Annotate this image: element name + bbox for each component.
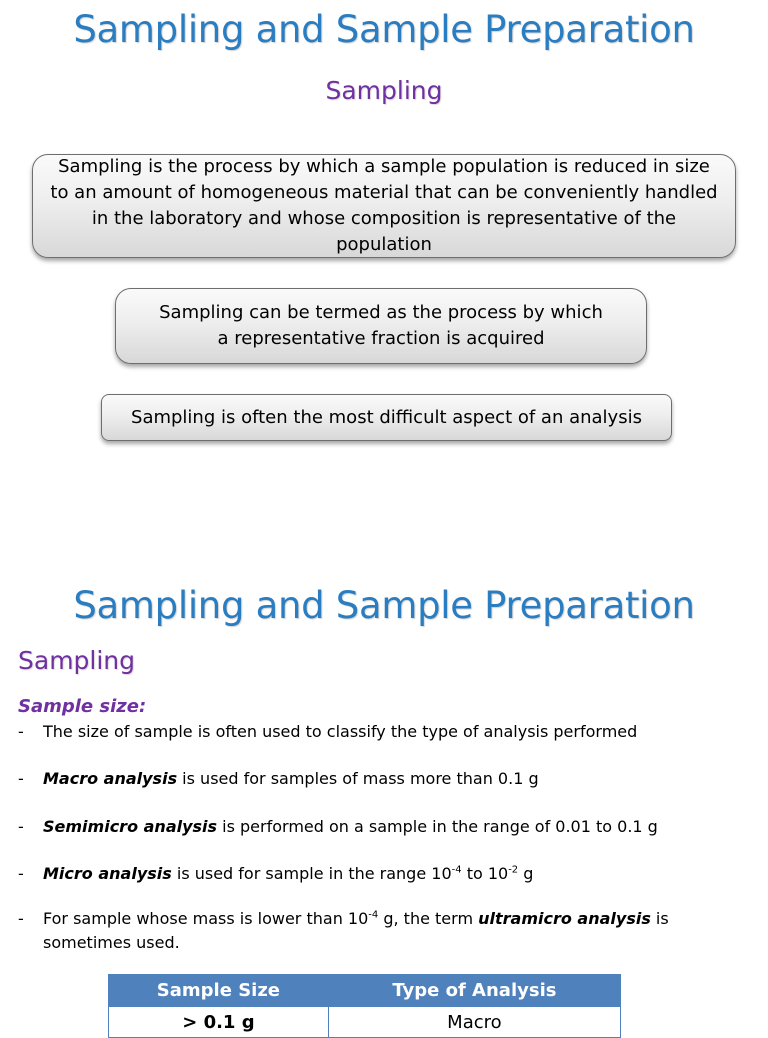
table-cell: Macro bbox=[328, 1007, 620, 1038]
bullet-item: - For sample whose mass is lower than $10^{-4}$ g, the term ultramicro analysis is sometimes used. bbox=[18, 909, 669, 952]
bullet-text: For sample whose mass is lower than 10 bbox=[43, 909, 369, 928]
bullet-text: is sometimes used. bbox=[43, 909, 669, 952]
semimicro-analysis-term: Semimicro analysis bbox=[43, 817, 218, 836]
macro-analysis-term: Macro analysis bbox=[43, 769, 178, 788]
sample-size-label: Sample size: bbox=[18, 696, 147, 717]
bullet-text: is used for sample in the range 10 bbox=[171, 864, 452, 883]
bullet-item: - Micro analysis is used for sample in the range $10^{-4}$ to $10^{-2}$ g bbox=[18, 864, 534, 883]
bullet-item: - Semimicro analysis is performed on a sample in the range of 0.01 to 0.1 g bbox=[18, 817, 658, 836]
table-header: Sample Size bbox=[109, 975, 329, 1007]
representative-fraction-text: Sampling can be termed as the process by which a representative fraction is acquired bbox=[159, 302, 603, 349]
bullet-item: - The size of sample is often used to classify the type of analysis performed bbox=[18, 720, 738, 744]
analysis-table bbox=[108, 974, 621, 1038]
bullet-text: g bbox=[518, 864, 534, 883]
micro-analysis-term: Micro analysis bbox=[43, 864, 172, 883]
bullet-text: The size of sample is often used to classify the type of analysis performed bbox=[43, 722, 638, 741]
exponent: -2 bbox=[508, 864, 519, 876]
bullet-item: - Macro analysis is used for samples of mass more than 0.1 g bbox=[18, 769, 539, 788]
difficulty-box bbox=[101, 394, 672, 441]
slide1-subtitle: Sampling bbox=[325, 76, 443, 105]
ultramicro-analysis-term: ultramicro analysis bbox=[478, 909, 651, 928]
slide1-title: Sampling and Sample Preparation bbox=[73, 8, 695, 51]
table-header: Type of Analysis bbox=[328, 975, 620, 1007]
bullet-text: g, the term bbox=[378, 909, 479, 928]
bullet-text: is used for samples of mass more than 0.1 g bbox=[177, 769, 539, 788]
table-header-row bbox=[109, 975, 621, 1007]
definition-box bbox=[32, 154, 736, 258]
bullet-text: to 10 bbox=[461, 864, 509, 883]
difficulty-text: Sampling is often the most difficult aspect of an analysis bbox=[131, 406, 642, 428]
slide2-title: Sampling and Sample Preparation bbox=[73, 584, 695, 627]
section-heading: Sampling bbox=[18, 646, 136, 675]
exponent: -4 bbox=[368, 909, 379, 921]
bullet-text: is performed on a sample in the range of 0.01 to 0.1 g bbox=[217, 817, 658, 836]
definition-text: Sampling is the process by which a sample population is reduced in size to an amount of homogeneous material that can be conveniently handled in the laboratory and whose composition is representative of the population bbox=[50, 156, 718, 255]
table-row bbox=[109, 1007, 621, 1038]
representative-fraction-box bbox=[115, 288, 647, 364]
exponent: -4 bbox=[451, 864, 462, 876]
table-cell: > 0.1 g bbox=[109, 1007, 329, 1038]
